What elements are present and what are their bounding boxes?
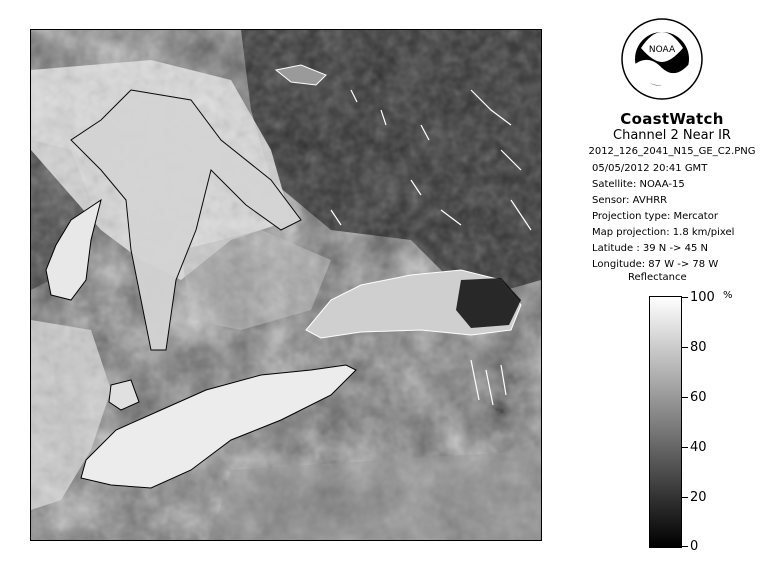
- satellite-label: Satellite: NOAA-15: [592, 179, 685, 190]
- satellite-image: [30, 29, 542, 541]
- colorbar-tick-label: 0: [690, 539, 699, 554]
- noaa-logo: [621, 18, 703, 100]
- colorbar-tick-label: 20: [690, 490, 707, 505]
- colorbar-tick-label: 40: [690, 440, 707, 455]
- colorbar-tick: [682, 347, 688, 348]
- projection-type-label: Projection type: Mercator: [592, 211, 718, 222]
- filename-label: 2012_126_2041_N15_GE_C2.PNG: [588, 146, 756, 157]
- longitude-label: Longitude: 87 W -> 78 W: [592, 259, 719, 270]
- latitude-label: Latitude : 39 N -> 45 N: [592, 243, 708, 254]
- colorbar-tick: [682, 397, 688, 398]
- colorbar-tick: [682, 497, 688, 498]
- colorbar-tick-label: 80: [690, 340, 707, 355]
- logo-center-text: NOAA: [648, 45, 676, 55]
- channel-title: Channel 2 Near IR: [613, 128, 731, 143]
- colorbar-tick-label: 60: [690, 390, 707, 405]
- colorbar-label: Reflectance: [628, 272, 687, 283]
- map-projection-label: Map projection: 1.8 km/pixel: [592, 227, 735, 238]
- brand-title: CoastWatch: [620, 110, 724, 128]
- colorbar-unit: %: [723, 290, 733, 301]
- datetime-label: 05/05/2012 20:41 GMT: [592, 163, 708, 174]
- map-canvas: [31, 30, 541, 540]
- colorbar-tick: [682, 546, 688, 547]
- colorbar: [649, 296, 682, 548]
- colorbar-tick-label: 100: [690, 290, 715, 305]
- colorbar-tick: [682, 447, 688, 448]
- sensor-label: Sensor: AVHRR: [592, 195, 668, 206]
- colorbar-tick: [682, 297, 688, 298]
